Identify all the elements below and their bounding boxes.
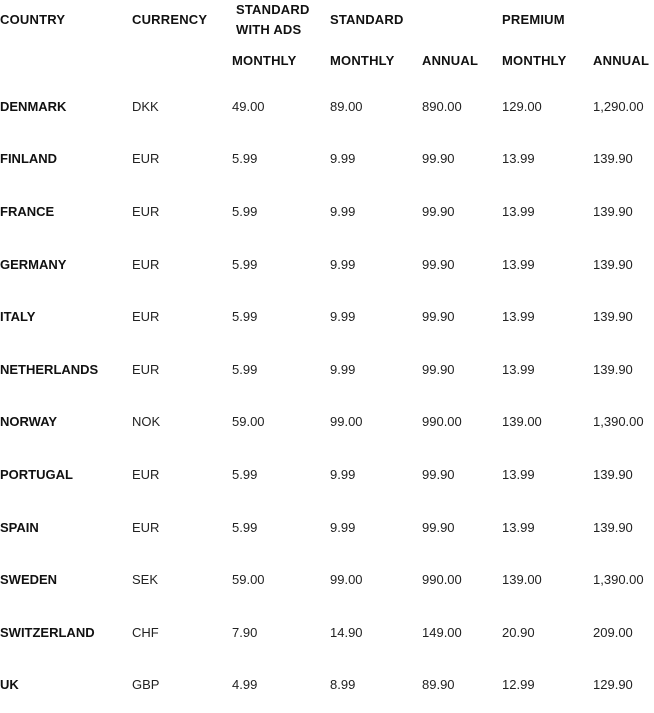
premium-annual-cell: 139.90 — [593, 519, 633, 535]
table-body — [0, 80, 654, 711]
premium-annual-cell: 139.90 — [593, 256, 633, 272]
premium-monthly-cell: 20.90 — [502, 624, 535, 640]
table-row — [0, 553, 654, 606]
table-header — [0, 0, 654, 80]
premium-monthly-cell: 13.99 — [502, 361, 535, 377]
premium-monthly-cell: 13.99 — [502, 309, 535, 325]
currency-cell: EUR — [132, 151, 160, 167]
table-row — [0, 501, 654, 554]
standard-with-ads-monthly-cell: 5.99 — [232, 519, 258, 535]
currency-cell: EUR — [132, 309, 160, 325]
standard-with-ads-monthly-cell: 7.90 — [232, 624, 258, 640]
premium-annual-cell: 139.90 — [593, 151, 633, 167]
premium-annual-cell: 209.00 — [593, 624, 633, 640]
premium-monthly-cell: 139.00 — [502, 572, 542, 588]
header-blank — [0, 40, 132, 80]
country-cell: SWEDEN — [0, 572, 58, 588]
table-row — [0, 659, 654, 712]
standard-monthly-cell: 99.00 — [330, 414, 363, 430]
premium-annual-cell: 1,390.00 — [593, 572, 644, 588]
standard-annual-cell: 149.00 — [422, 624, 462, 640]
country-cell: DENMARK — [0, 98, 67, 114]
currency-cell: DKK — [132, 98, 159, 114]
standard-with-ads-monthly-cell: 59.00 — [232, 572, 265, 588]
standard-with-ads-monthly-cell: 59.00 — [232, 414, 265, 430]
table-row — [0, 185, 654, 238]
premium-monthly-cell: 139.00 — [502, 414, 542, 430]
premium-header: PREMIUM — [502, 12, 565, 27]
premium-monthly-cell: 13.99 — [502, 203, 535, 219]
header-sub-row — [0, 40, 654, 80]
standard-annual-cell: 99.90 — [422, 151, 455, 167]
premium-annual-cell: 139.90 — [593, 361, 633, 377]
standard-with-ads-monthly-cell: 5.99 — [232, 203, 258, 219]
table-row — [0, 606, 654, 659]
country-cell: ITALY — [0, 309, 36, 325]
standard-with-ads-header — [232, 0, 330, 40]
standard-with-ads-line1: STANDARD — [236, 2, 310, 17]
table-row — [0, 290, 654, 343]
standard-monthly-cell: 9.99 — [330, 466, 356, 482]
country-cell: PORTUGAL — [0, 466, 73, 482]
standard-with-ads-monthly-cell: 5.99 — [232, 151, 258, 167]
country-cell: NETHERLANDS — [0, 361, 99, 377]
table-row — [0, 238, 654, 291]
standard-annual-header: ANNUAL — [422, 52, 479, 68]
premium-monthly-cell: 13.99 — [502, 519, 535, 535]
currency-cell: EUR — [132, 361, 160, 377]
standard-annual-cell: 99.90 — [422, 361, 455, 377]
standard-monthly-cell: 89.00 — [330, 98, 363, 114]
premium-annual-cell: 139.90 — [593, 203, 633, 219]
currency-cell: EUR — [132, 256, 160, 272]
standard-header: STANDARD — [330, 12, 404, 27]
premium-monthly-cell: 13.99 — [502, 466, 535, 482]
table-row — [0, 396, 654, 449]
country-cell: FINLAND — [0, 151, 58, 167]
currency-cell: EUR — [132, 466, 160, 482]
standard-with-ads-line2: WITH ADS — [236, 22, 302, 37]
table-row — [0, 133, 654, 186]
currency-cell: EUR — [132, 203, 160, 219]
standard-monthly-cell: 9.99 — [330, 309, 356, 325]
premium-annual-cell: 1,390.00 — [593, 414, 644, 430]
standard-annual-cell: 99.90 — [422, 203, 455, 219]
standard-with-ads-monthly-header: MONTHLY — [232, 52, 297, 68]
currency-cell: CHF — [132, 624, 159, 640]
standard-monthly-cell: 9.99 — [330, 256, 356, 272]
currency-cell: EUR — [132, 519, 160, 535]
country-header: COUNTRY — [0, 12, 66, 27]
currency-cell: NOK — [132, 414, 161, 430]
standard-annual-cell: 99.90 — [422, 309, 455, 325]
standard-annual-cell: 890.00 — [422, 98, 462, 114]
premium-annual-cell: 129.90 — [593, 677, 633, 693]
premium-annual-cell: 139.90 — [593, 309, 633, 325]
standard-with-ads-monthly-cell: 49.00 — [232, 98, 265, 114]
standard-monthly-cell: 9.99 — [330, 203, 356, 219]
currency-cell: GBP — [132, 677, 160, 693]
header-blank — [132, 40, 232, 80]
currency-cell: SEK — [132, 572, 159, 588]
country-cell: UK — [0, 677, 19, 693]
premium-annual-cell: 139.90 — [593, 466, 633, 482]
standard-with-ads-monthly-cell: 4.99 — [232, 677, 258, 693]
standard-monthly-cell: 99.00 — [330, 572, 363, 588]
standard-with-ads-monthly-cell: 5.99 — [232, 256, 258, 272]
standard-with-ads-monthly-cell: 5.99 — [232, 309, 258, 325]
premium-annual-header: ANNUAL — [593, 52, 650, 68]
standard-monthly-cell: 9.99 — [330, 361, 356, 377]
standard-monthly-header: MONTHLY — [330, 52, 395, 68]
country-cell: SPAIN — [0, 519, 39, 535]
standard-annual-cell: 99.90 — [422, 519, 455, 535]
premium-monthly-cell: 13.99 — [502, 256, 535, 272]
premium-monthly-header: MONTHLY — [502, 52, 567, 68]
country-cell: GERMANY — [0, 256, 67, 272]
standard-monthly-cell: 8.99 — [330, 677, 356, 693]
header-group-row — [0, 0, 654, 40]
standard-with-ads-monthly-cell: 5.99 — [232, 466, 258, 482]
country-cell: SWITZERLAND — [0, 624, 95, 640]
standard-annual-cell: 990.00 — [422, 572, 462, 588]
table-row — [0, 343, 654, 396]
standard-monthly-cell: 9.99 — [330, 151, 356, 167]
standard-annual-cell: 99.90 — [422, 466, 455, 482]
standard-annual-cell: 990.00 — [422, 414, 462, 430]
premium-monthly-cell: 129.00 — [502, 98, 542, 114]
premium-annual-cell: 1,290.00 — [593, 98, 644, 114]
standard-monthly-cell: 9.99 — [330, 519, 356, 535]
standard-annual-cell: 99.90 — [422, 256, 455, 272]
country-cell: NORWAY — [0, 414, 58, 430]
standard-monthly-cell: 14.90 — [330, 624, 363, 640]
premium-monthly-cell: 13.99 — [502, 151, 535, 167]
currency-header: CURRENCY — [132, 12, 208, 27]
country-cell: FRANCE — [0, 203, 55, 219]
standard-with-ads-monthly-cell: 5.99 — [232, 361, 258, 377]
premium-monthly-cell: 12.99 — [502, 677, 535, 693]
standard-annual-cell: 89.90 — [422, 677, 455, 693]
table-row — [0, 448, 654, 501]
table-row — [0, 80, 654, 133]
